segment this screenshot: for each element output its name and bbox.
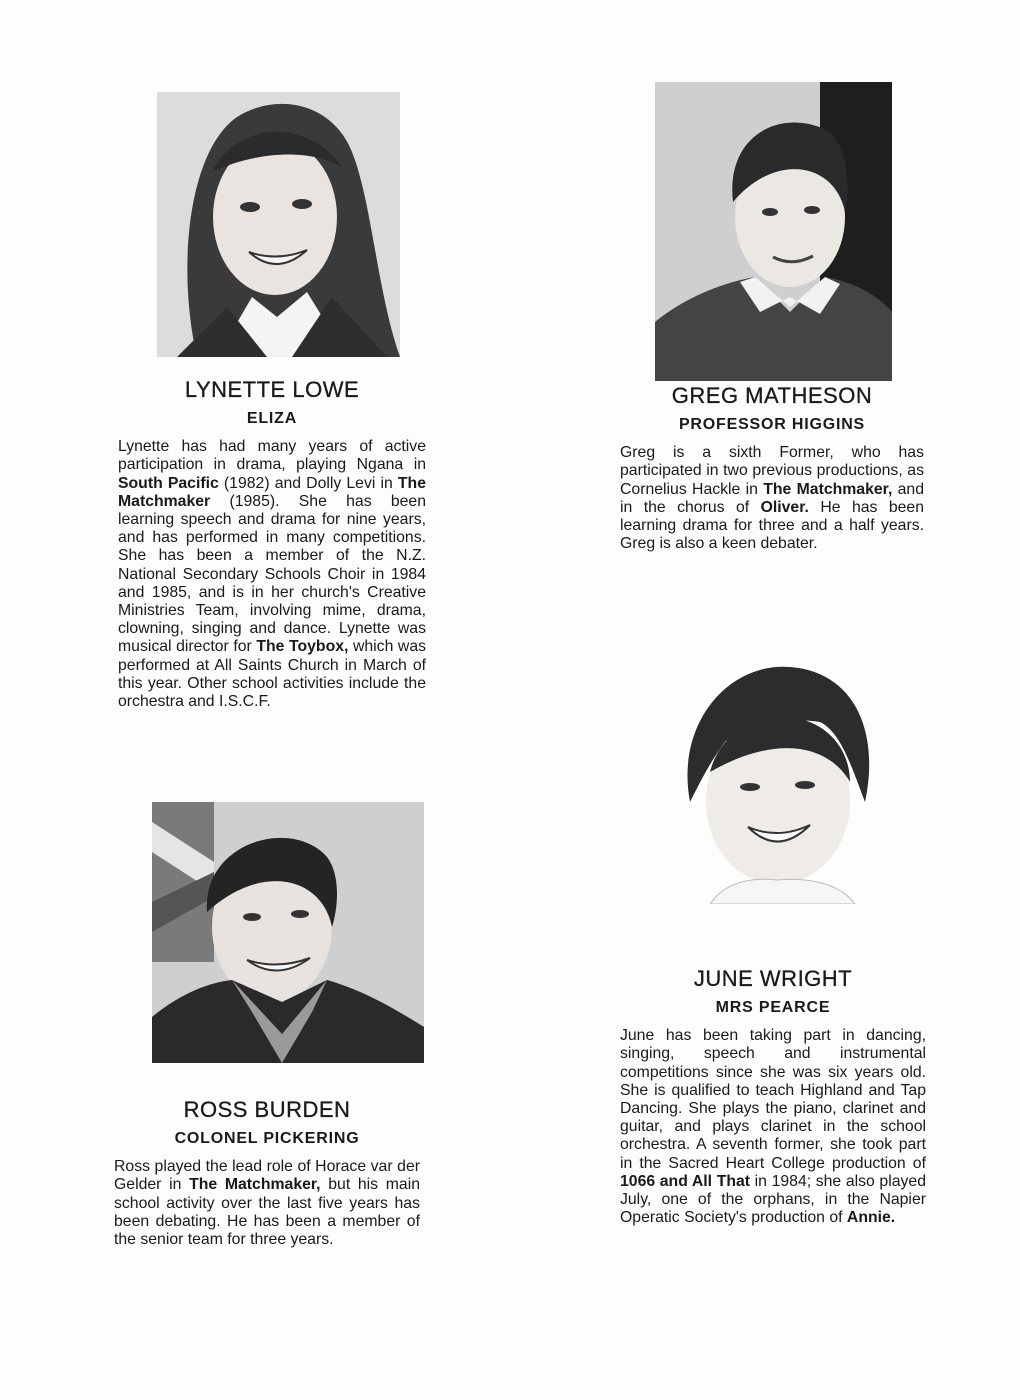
- photo-lynette-lowe: [157, 92, 400, 357]
- bio-segment: which was performed at All Saints Church in March of this year. Other school activities include the orchestra and I.S.C.F.: [118, 638, 427, 711]
- bio-segment: but his main school activity over the last five years has been debating. He has been a member of the senior team for three years.: [114, 1176, 420, 1248]
- photo-ross-burden: [152, 802, 424, 1063]
- production-title: The Matchmaker: [118, 474, 426, 510]
- bio-segment: in 1984; she also played July, one of the orphans, in the Napier Operatic Society's production of: [620, 1172, 926, 1227]
- bio-segment: Greg is a sixth Former, who has participated in two previous productions, as Cornelius Hackle in: [620, 444, 924, 498]
- bio-segment: and in the chorus of: [620, 480, 925, 516]
- production-title: South Pacific: [118, 474, 219, 492]
- name-heading: GREG MATHESON: [671, 383, 873, 408]
- role-heading: ELIZA: [246, 410, 298, 428]
- production-title: 1066 and All That: [620, 1172, 751, 1190]
- bio-segment: (1982) and Dolly Levi in: [218, 474, 398, 492]
- profile-ross-burden: [114, 1098, 420, 1249]
- bio-segment: He has been learning drama for three and a half years. Greg is also a keen debater.: [620, 498, 924, 553]
- name-heading: JUNE WRIGHT: [693, 966, 853, 991]
- bio-text: [118, 438, 426, 711]
- bio-segment: Lynette has had many years of active participation in drama, playing Ngana in: [118, 438, 426, 474]
- bio-text: [620, 444, 924, 553]
- production-title: Annie.: [846, 1209, 896, 1227]
- name-heading: LYNETTE LOWE: [184, 377, 360, 402]
- profile-lynette-lowe: [118, 378, 426, 711]
- photo-greg-matheson: [655, 82, 892, 381]
- role-heading: COLONEL PICKERING: [174, 1130, 360, 1148]
- bio-text: [114, 1158, 420, 1249]
- bio-segment: June has been taking part in dancing, singing, speech and instrumental competitions since she was six years old. She is qualified to teach Highland and Tap Dancing. She plays the piano, clarinet and guitar, and plays clarinet in the school orchestra. A seventh former, she took part in the Sacred Heart College production of: [620, 1027, 926, 1172]
- bio-segment: Ross played the lead role of Horace var der Gelder in: [114, 1158, 420, 1194]
- role-heading: PROFESSOR HIGGINS: [678, 416, 866, 434]
- production-title: The Matchmaker,: [189, 1176, 321, 1194]
- profile-june-wright: [620, 967, 926, 1227]
- name-heading: ROSS BURDEN: [183, 1097, 351, 1122]
- photo-june-wright: [670, 662, 885, 904]
- profile-greg-matheson: [620, 384, 924, 553]
- role-heading: MRS PEARCE: [715, 999, 831, 1017]
- production-title: The Matchmaker,: [763, 480, 893, 498]
- bio-segment: (1985). She has been learning speech and drama for nine years, and has performed in many competitions. She has been a member of the N.Z. National Secondary Schools Choir in 1984 and 1985, and is in her church's Creative Ministries Team, involving mime, drama, clowning, singing and dance. Lynette was musical director for: [118, 492, 426, 656]
- production-title: The Toybox,: [256, 638, 349, 656]
- bio-text: [620, 1027, 926, 1227]
- production-title: Oliver.: [760, 498, 809, 516]
